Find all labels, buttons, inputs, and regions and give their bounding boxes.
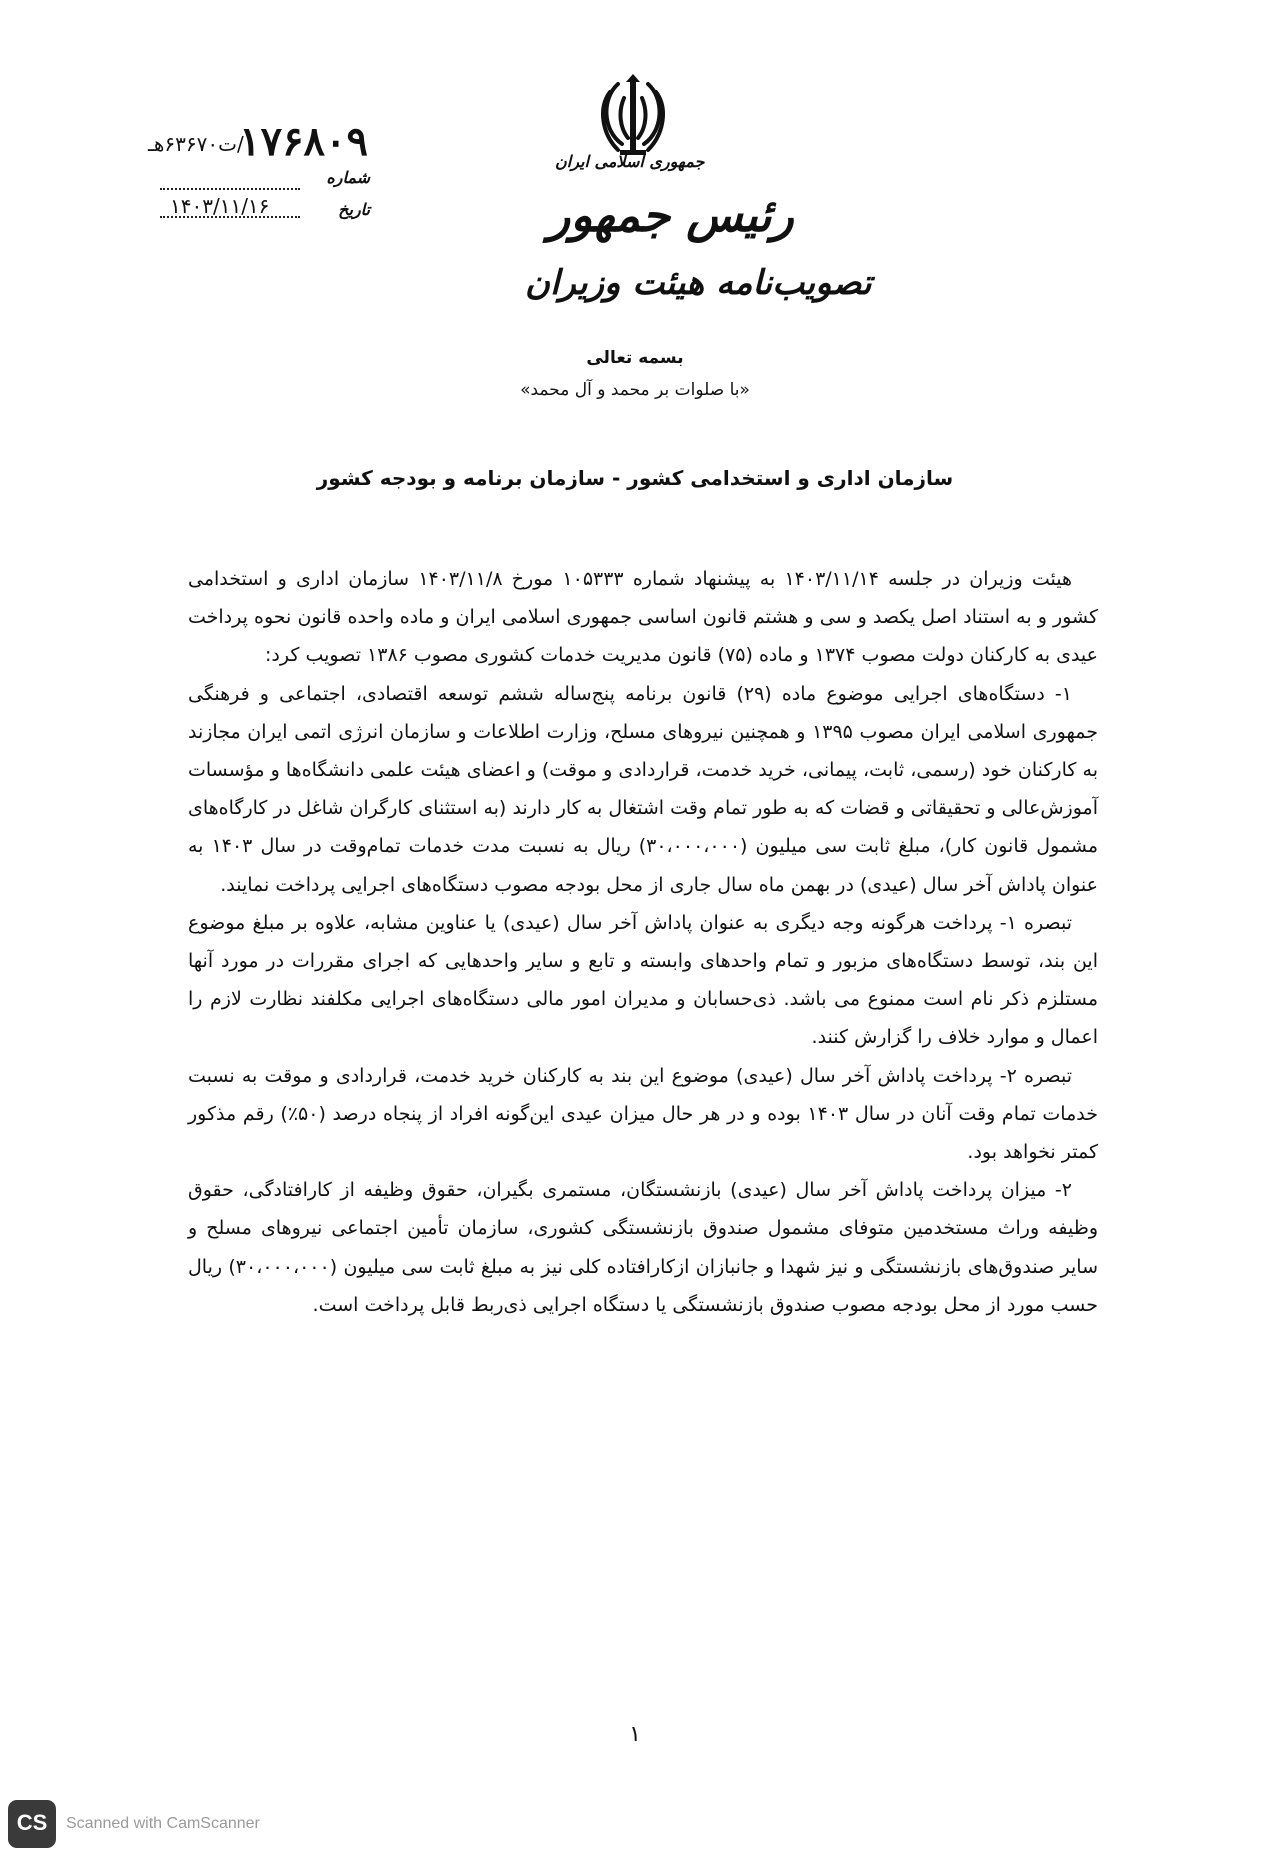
addressee-heading: سازمان اداری و استخدامی کشور - سازمان برنامه و بودجه کشور [316, 466, 954, 490]
body-paragraph: تبصره ۱- پرداخت هرگونه وجه دیگری به عنوان پاداش آخر سال (عیدی) یا عناوین مشابه، علاوه بر مبلغ موضوع این بند، توسط دستگاه‌های مزبور و تمام واحدهای وابسته و تابع و سایر واحدهایی که اجرای مقررات در مورد آنها مستلزم ذکر نام است ممنوع می باشد. ذی‌حسابان و مدیران امور مالی دستگاه‌های اجرایی مکلفند نظارت لازم را اعمال و موارد خلاف را گزارش کنند. [188, 911, 1098, 1049]
number-label: شماره [326, 168, 370, 187]
reference-block [148, 118, 368, 238]
basmala: بسمه تعالی [586, 348, 684, 368]
decree-body [188, 560, 1098, 1324]
camscanner-logo-icon [8, 1800, 56, 1848]
president-title: رئیس جمهور [548, 188, 794, 242]
body-paragraph: ۱- دستگاه‌های اجرایی موضوع ماده (۲۹) قانون برنامه پنج‌ساله ششم توسعه اقتصادی، اجتماعی و فرهنگی جمهوری اسلامی ایران مصوب ۱۳۹۵ و همچنین نیروهای مسلح، وزارت اطلاعات و سازمان انرژی اتمی ایران مجازند به کارکنان خود (رسمی، ثابت، پیمانی، خرید خدمت، قراردادی و موقت) و اعضای هیئت علمی دانشگاه‌ها و مؤسسات آموزش‌عالی و تحقیقاتی و قضات که به طور تمام وقت اشتغال به کار دارند (به استثنای کارگران شاغل در کارگاه‌های مشمول قانون کار)، مبلغ ثابت سی میلیون (۳۰،۰۰۰،۰۰۰) ریال به نسبت مدت خدمات تمام‌وقت در سال ۱۴۰۳ به عنوان پاداش آخر سال (عیدی) در بهمن ماه سال جاری از محل بودجه مصوب دستگاه‌های اجرایی پرداخت نمایند. [188, 682, 1098, 896]
body-paragraph: ۲- میزان پرداخت پاداش آخر سال (عیدی) بازنشستگان، مستمری بگیران، حقوق وظیفه از کارافتادگی، حقوق وظیفه وراث مستخدمین متوفای مشمول صندوق بازنشستگی کشوری، سازمان تأمین اجتماعی نیروهای مسلح و سایر صندوق‌های بازنشستگی و نیز شهدا و جانبازان ازکارافتاده کلی نیز به مبلغ ثابت سی میلیون (۳۰،۰۰۰،۰۰۰) ریال حسب مورد از محل بودجه مصوب صندوق بازنشستگی یا دستگاه اجرایی ذی‌ربط قابل پرداخت است. [188, 1179, 1098, 1316]
number-dotted-line [160, 176, 300, 190]
reference-date: ۱۴۰۳/۱۱/۱۶ [170, 194, 270, 218]
reference-serial: ۱۷۶۸۰۹ [239, 118, 368, 165]
date-dotted-line [160, 212, 300, 218]
reference-code: /ت۶۳۶۷۰هـ [148, 132, 244, 156]
decree-title: تصویب‌نامه هیئت وزیران [525, 263, 872, 303]
date-label: تاریخ [338, 200, 370, 219]
republic-label: جمهوری اسلامی ایران [555, 152, 705, 171]
iran-emblem-icon [596, 72, 670, 158]
salawat: «با صلوات بر محمد و آل محمد» [520, 380, 750, 400]
body-paragraph: هیئت وزیران در جلسه ۱۴۰۳/۱۱/۱۴ به پیشنهاد شماره ۱۰۵۳۳۳ مورخ ۱۴۰۳/۱۱/۸ سازمان اداری و استخدامی کشور و به استناد اصل یکصد و سی و هشتم قانون اساسی جمهوری اسلامی ایران و ماده واحده قانون نحوه پرداخت عیدی به کارکنان دولت مصوب ۱۳۷۴ و ماده (۷۵) قانون مدیریت خدمات کشوری مصوب ۱۳۸۶ تصویب کرد: [188, 568, 1098, 667]
body-paragraph: تبصره ۲- پرداخت پاداش آخر سال (عیدی) موضوع این بند به کارکنان خرید خدمت، قراردادی و موقت به نسبت خدمات تمام وقت آنان در سال ۱۴۰۳ بوده و در هر حال میزان عیدی این‌گونه افراد از پنجاه درصد (۵۰٪) رقم مذکور کمتر نخواهد بود. [188, 1064, 1098, 1164]
camscanner-logo-text: CS [16, 1810, 48, 1835]
scanner-watermark: Scanned with CamScanner [66, 1815, 260, 1832]
page-number: ۱ [629, 1722, 641, 1747]
